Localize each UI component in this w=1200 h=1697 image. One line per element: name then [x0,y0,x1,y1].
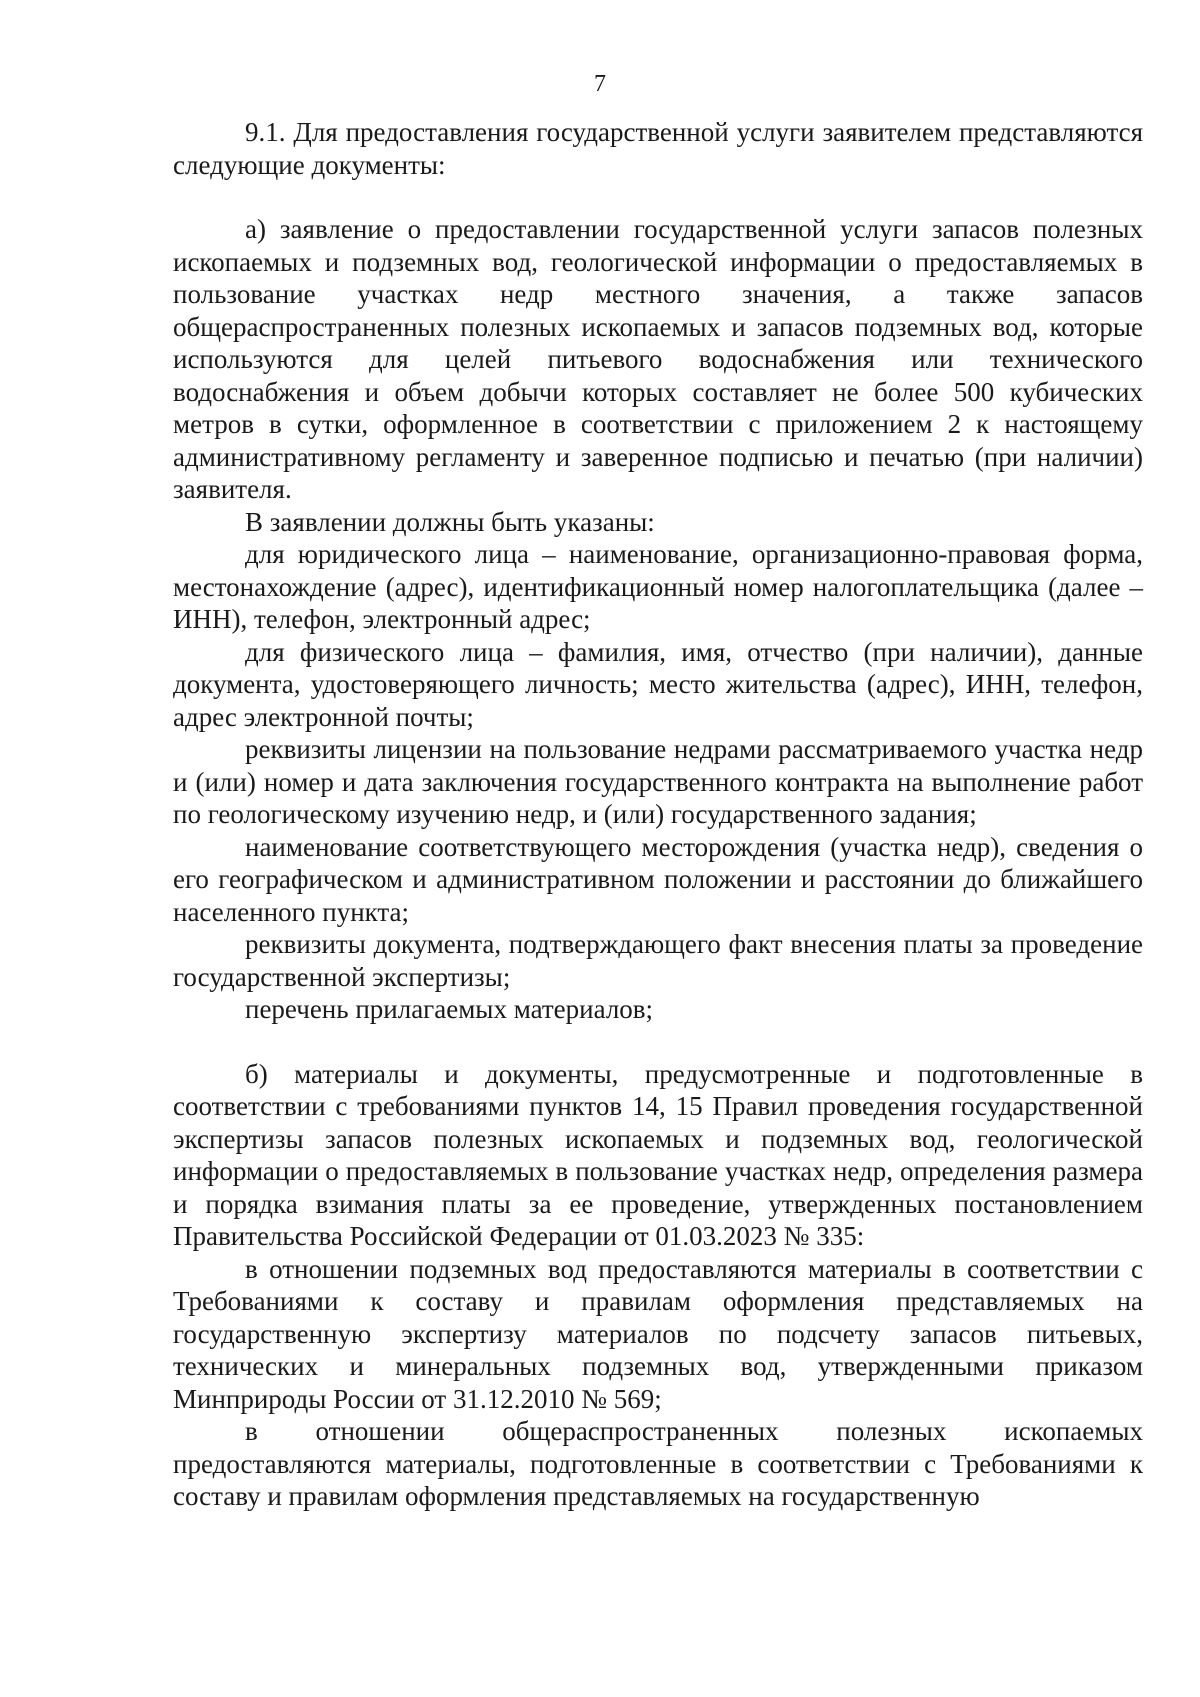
paragraph-gap [173,1026,1143,1058]
paragraph-common-minerals: в отношении общераспространенных полезных ископаемых предоставляются материалы, подготовленные в соответствии с Требованиями к составу и правилам оформления представляемых на государственную [173,1416,1143,1511]
document-body [173,116,1143,1513]
paragraph-gap [173,181,1143,213]
paragraph-9-1: 9.1. Для предоставления государственной услуги заявителем представляются следующие документы: [173,117,1143,180]
paragraph-groundwater: в отношении подземных вод предоставляются материалы в соответствии с Требованиями к составу и правилам оформления представляемых на государственную экспертизу материалов по подсчету запасов питьевых, технических и минеральных подземных вод, утвержденными приказом Минприроды России от 31.12.2010 № 569; [173,1253,1143,1414]
paragraph-individual: для физического лица – фамилия, имя, отчество (при наличии), данные документа, удостоверяющего личность; место жительства (адрес), ИНН, телефон, адрес электронной почты; [173,636,1143,732]
paragraph-deposit-name: наименование соответствующего месторождения (участка недр), сведения о его географическом и административном положении и расстоянии до ближайшего населенного пункта; [173,831,1143,927]
paragraph-item-a: а) заявление о предоставлении государственной услуги запасов полезных ископаемых и подземных вод, геологической информации о предоставляемых в пользование участках недр местного значения, а также запасов общераспространенных полезных ископаемых и запасов подземных вод, которые используются для целей питьевого водоснабжения или технического водоснабжения и объем добычи которых составляет не более 500 кубических метров в сутки, оформленное в соответствии с приложением 2 к настоящему административному регламенту и заверенное подписью и печатью (при наличии) заявителя. [173,214,1143,504]
paragraph-application-fields-intro: В заявлении должны быть указаны: [245,506,655,537]
paragraph-license-details: реквизиты лицензии на пользование недрами рассматриваемого участка недр и (или) номер и дата заключения государственного контракта на выполнение работ по геологическому изучению недр, и (или) государственного задания; [173,734,1143,829]
page-number: 7 [594,71,606,97]
paragraph-legal-entity: для юридического лица – наименование, организационно-правовая форма, местонахождение (адрес), идентификационный номер налогоплательщика (далее – ИНН), телефон, электронный адрес; [173,539,1143,634]
paragraph-materials-list: перечень прилагаемых материалов; [245,994,654,1024]
paragraph-payment-details: реквизиты документа, подтверждающего факт внесения платы за проведение государственной экспертизы; [173,929,1143,992]
paragraph-item-b: б) материалы и документы, предусмотренные и подготовленные в соответствии с требованиями пунктов 14, 15 Правил проведения государственной экспертизы запасов полезных ископаемых и подземных вод, геологической информации о предоставляемых в пользование участках недр, определения размера и порядка взимания платы за ее проведение, утвержденных постановлением Правительства Российской Федерации от 01.03.2023 № 335: [173,1058,1143,1251]
